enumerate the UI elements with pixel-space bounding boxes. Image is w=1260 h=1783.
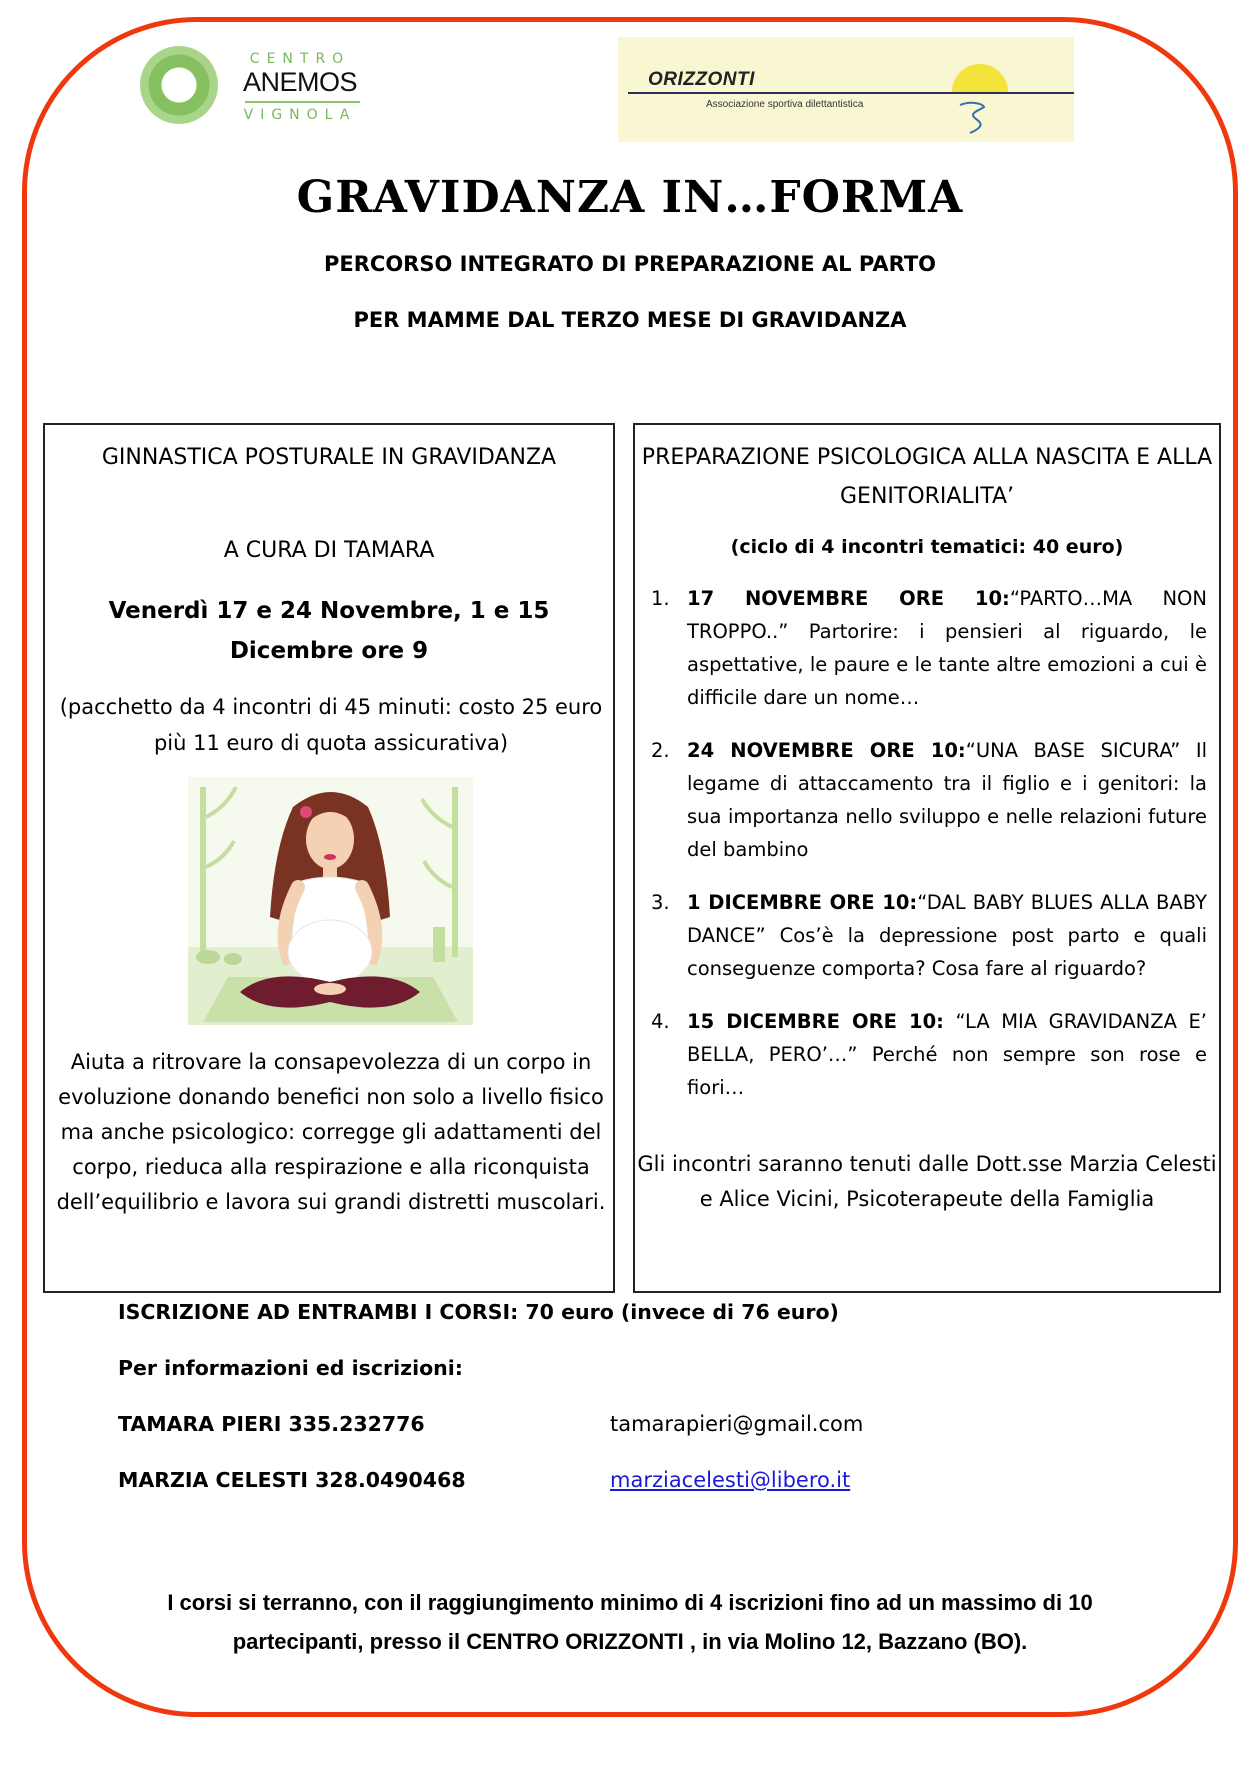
- combined-enrollment-price: ISCRIZIONE AD ENTRAMBI I CORSI: 70 euro (invece di 76 euro): [118, 1300, 839, 1324]
- session-item: [651, 582, 1207, 714]
- contact-marzia-email-link[interactable]: marziacelesti@libero.it: [610, 1468, 851, 1492]
- orizzonti-subtitle: Associazione sportiva dilettantistica: [706, 99, 864, 110]
- info-label: Per informazioni ed iscrizioni:: [118, 1356, 463, 1380]
- course-description: Aiuta a ritrovare la consapevolezza di un corpo in evoluzione donando benefici non solo a livello fisico ma anche psicologico: corregge gli adattamenti del corpo, rieduca alla respirazione e alla riconquista dell’equilibrio e lavora sui grandi distretti muscolari.: [56, 1050, 606, 1214]
- sun-icon: [952, 64, 1008, 92]
- pregnant-yoga-illustration: [188, 777, 473, 1025]
- session-description: “UNA BASE SICURA” Il legame di attaccamento tra il figlio e i genitori: la sua importanza nello sviluppo e nelle relazioni future del bambino: [687, 739, 1207, 861]
- session-description: “PARTO…MA NON TROPPO..” Partorire: i pensieri al riguardo, le aspettative, le paure e le tante altre emozioni a cui è difficile dare un nome…: [687, 587, 1207, 709]
- subtitle-program: PERCORSO INTEGRATO DI PREPARAZIONE AL PARTO: [324, 252, 936, 276]
- session-list: [651, 582, 1207, 1124]
- psychological-prep-course-box: [633, 423, 1221, 1293]
- session-item: [651, 734, 1207, 866]
- footer-notice: I corsi si terranno, con il raggiungimento minimo di 4 iscrizioni fino ad un massimo di 10 partecipanti, presso il CENTRO ORIZZONTI , in via Molino 12, Bazzano (BO).: [167, 1590, 1093, 1654]
- course-cycle-price: (ciclo di 4 incontri tematici: 40 euro): [730, 536, 1124, 558]
- course-heading: GINNASTICA POSTURALE IN GRAVIDANZA: [101, 445, 557, 470]
- course-heading: PREPARAZIONE PSICOLOGICA ALLA NASCITA E ALLA GENITORIALITA’: [641, 445, 1213, 509]
- subtitle-audience: PER MAMME DAL TERZO MESE DI GRAVIDANZA: [353, 308, 907, 332]
- course-package: (pacchetto da 4 incontri di 45 minuti: costo 25 euro più 11 euro di quota assicurativa): [59, 695, 603, 755]
- session-number: 4.: [651, 1010, 670, 1033]
- contact-marzia-phone: MARZIA CELESTI 328.0490468: [118, 1468, 466, 1492]
- orizzonti-logo: [618, 37, 1074, 142]
- contact-tamara-email: tamarapieri@gmail.com: [610, 1412, 864, 1436]
- centro-anemos-logo: [135, 38, 375, 128]
- session-description: “DAL BABY BLUES ALLA BABY DANCE” Cos’è la depressione post parto e quali conseguenze comporta? Cosa fare al riguardo?: [687, 891, 1207, 980]
- session-item: [651, 886, 1207, 985]
- logo-divider: [245, 101, 360, 103]
- green-ring-icon: [140, 46, 218, 124]
- postural-gym-course-box: [43, 423, 615, 1293]
- course-curator: A CURA DI TAMARA: [223, 538, 435, 563]
- orizzonti-title: ORIZZONTI: [648, 69, 755, 90]
- course-hosts: Gli incontri saranno tenuti dalle Dott.sse Marzia Celesti e Alice Vicini, Psicoterapeute della Famiglia: [637, 1152, 1217, 1211]
- session-number: 3.: [651, 891, 670, 914]
- session-number: 2.: [651, 739, 670, 762]
- contact-tamara-phone: TAMARA PIERI 335.232776: [118, 1412, 425, 1436]
- wave-reflection-icon: [956, 97, 996, 137]
- logo-vignola-text: VIGNOLA: [243, 107, 357, 123]
- session-date: 1 DICEMBRE ORE 10:: [687, 891, 918, 914]
- session-date: 24 NOVEMBRE ORE 10:: [687, 739, 966, 762]
- logo-centro-text: CENTRO: [249, 51, 351, 67]
- session-date: 17 NOVEMBRE ORE 10:: [687, 587, 1010, 610]
- page-title: GRAVIDANZA IN…FORMA: [296, 172, 964, 223]
- session-date: 15 DICEMBRE ORE 10:: [687, 1010, 944, 1033]
- session-description: “LA MIA GRAVIDANZA E’ BELLA, PERO’…” Perché non sempre son rose e fiori…: [687, 1010, 1208, 1099]
- horizon-line: [628, 92, 1074, 94]
- logo-anemos-text: ANEMOS: [242, 67, 358, 97]
- session-item: [651, 1005, 1207, 1104]
- session-number: 1.: [651, 587, 670, 610]
- course-dates: Venerdì 17 e 24 Novembre, 1 e 15 Dicembre ore 9: [108, 598, 550, 664]
